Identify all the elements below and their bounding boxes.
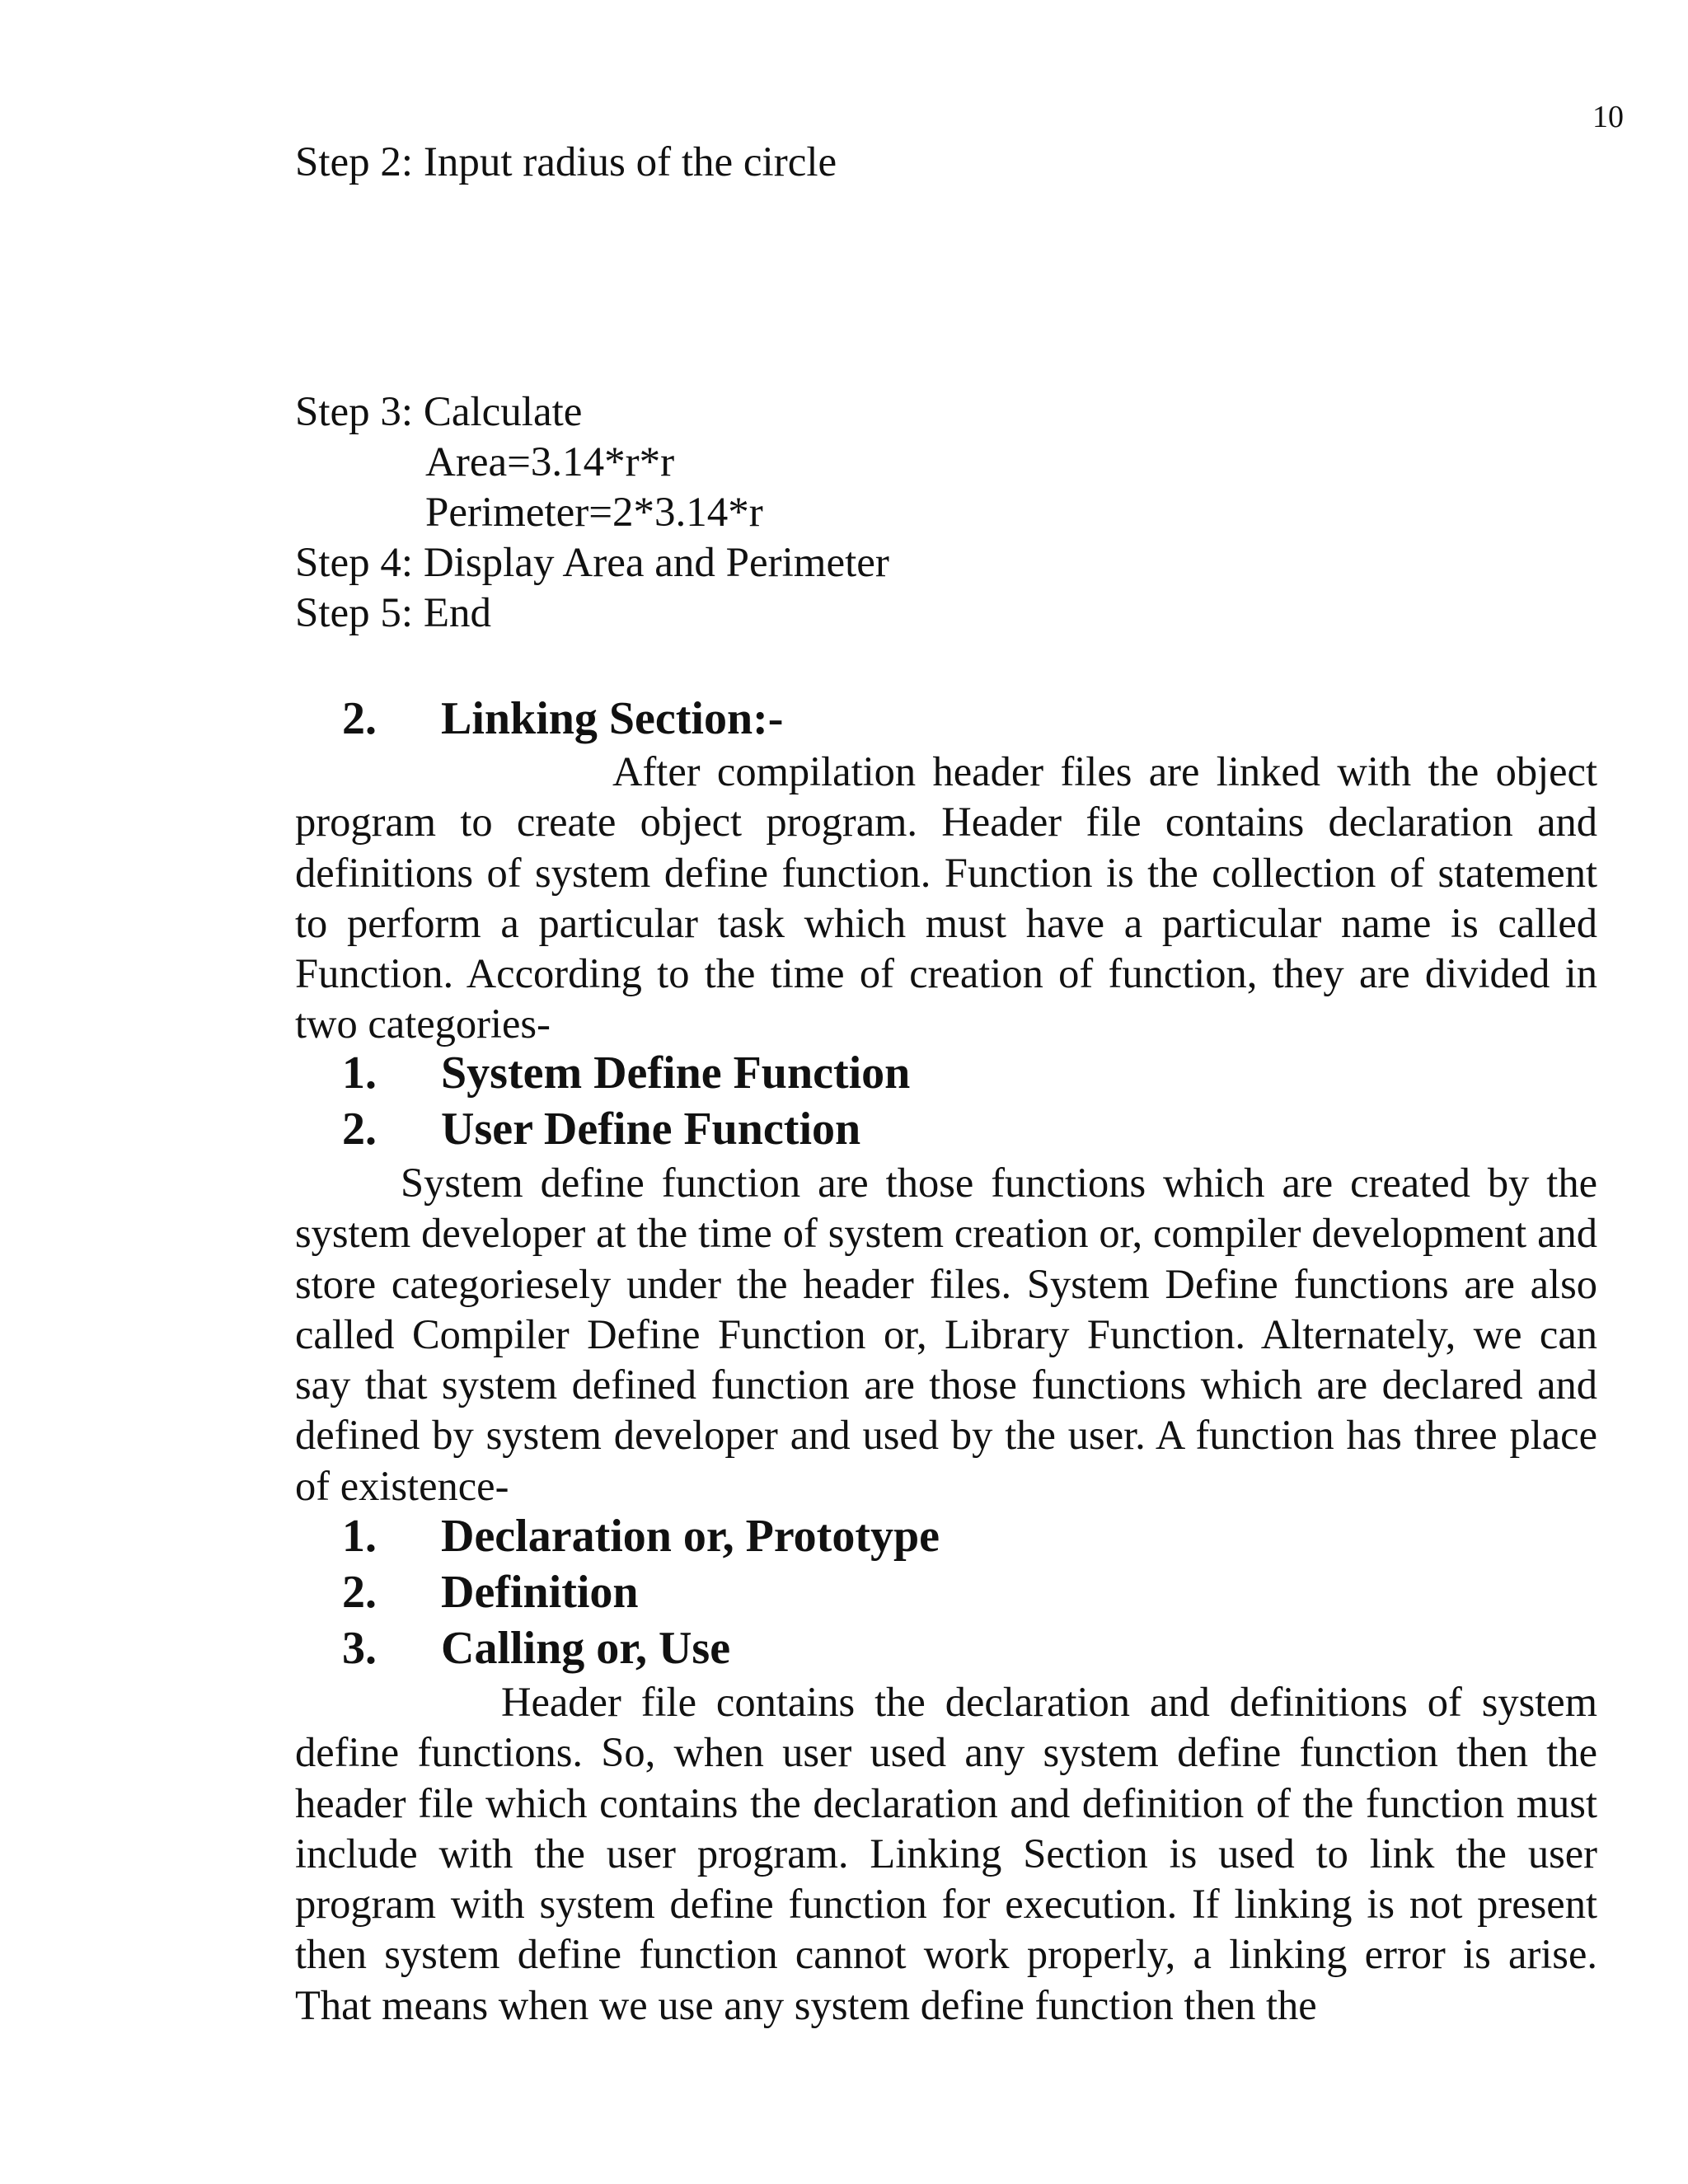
- list-item-number: 2.: [342, 1567, 377, 1618]
- algorithm-perimeter-formula: Perimeter=2*3.14*r: [425, 490, 763, 536]
- list-item-number: 2.: [342, 1104, 377, 1155]
- list-item-number: 1.: [342, 1047, 377, 1099]
- algorithm-step-4: Step 4: Display Area and Perimeter: [295, 540, 889, 586]
- list-item-label: System Define Function: [441, 1047, 911, 1099]
- paragraph-linking-intro: After compilation header files are linked with the object program to create object program. Header file contains declaration and definitions of system define function. Function is the collection of statement to perform a particular task which must have a particular name is called Function. According to the time of creation of function, they are divided in two categories-: [295, 748, 1597, 1047]
- section-number: 2.: [342, 693, 377, 744]
- section-title: Linking Section:-: [441, 693, 784, 744]
- algorithm-step-2: Step 2: Input radius of the circle: [295, 139, 837, 185]
- algorithm-step-5: Step 5: End: [295, 590, 491, 636]
- page-number: 10: [1592, 100, 1624, 134]
- list-item-number: 3.: [342, 1623, 377, 1674]
- list-item-label: Definition: [441, 1567, 639, 1618]
- paragraph-header-file: Header file contains the declaration and definitions of system define functions. So, when user used any system define function then the header file which contains the declaration and definition of the function must include with the user program. Linking Section is used to link the user program with system define function for execution. If linking is not present then system define function cannot work properly, a linking error is arise. That means when we use any system define function then the: [295, 1679, 1597, 2028]
- list-item-number: 1.: [342, 1511, 377, 1562]
- list-item-label: User Define Function: [441, 1104, 861, 1155]
- paragraph-system-define: System define function are those functions which are created by the system developer at the time of system creation or, compiler development and store categoriesely under the header files. System Define functions are also called Compiler Define Function or, Library Function. Alternately, we can say that system defined function are those functions which are declared and defined by system developer and used by the user. A function has three place of existence-: [295, 1160, 1597, 1509]
- algorithm-area-formula: Area=3.14*r*r: [425, 439, 675, 485]
- list-item-label: Calling or, Use: [441, 1623, 731, 1674]
- algorithm-step-3: Step 3: Calculate: [295, 389, 583, 435]
- list-item-label: Declaration or, Prototype: [441, 1511, 940, 1562]
